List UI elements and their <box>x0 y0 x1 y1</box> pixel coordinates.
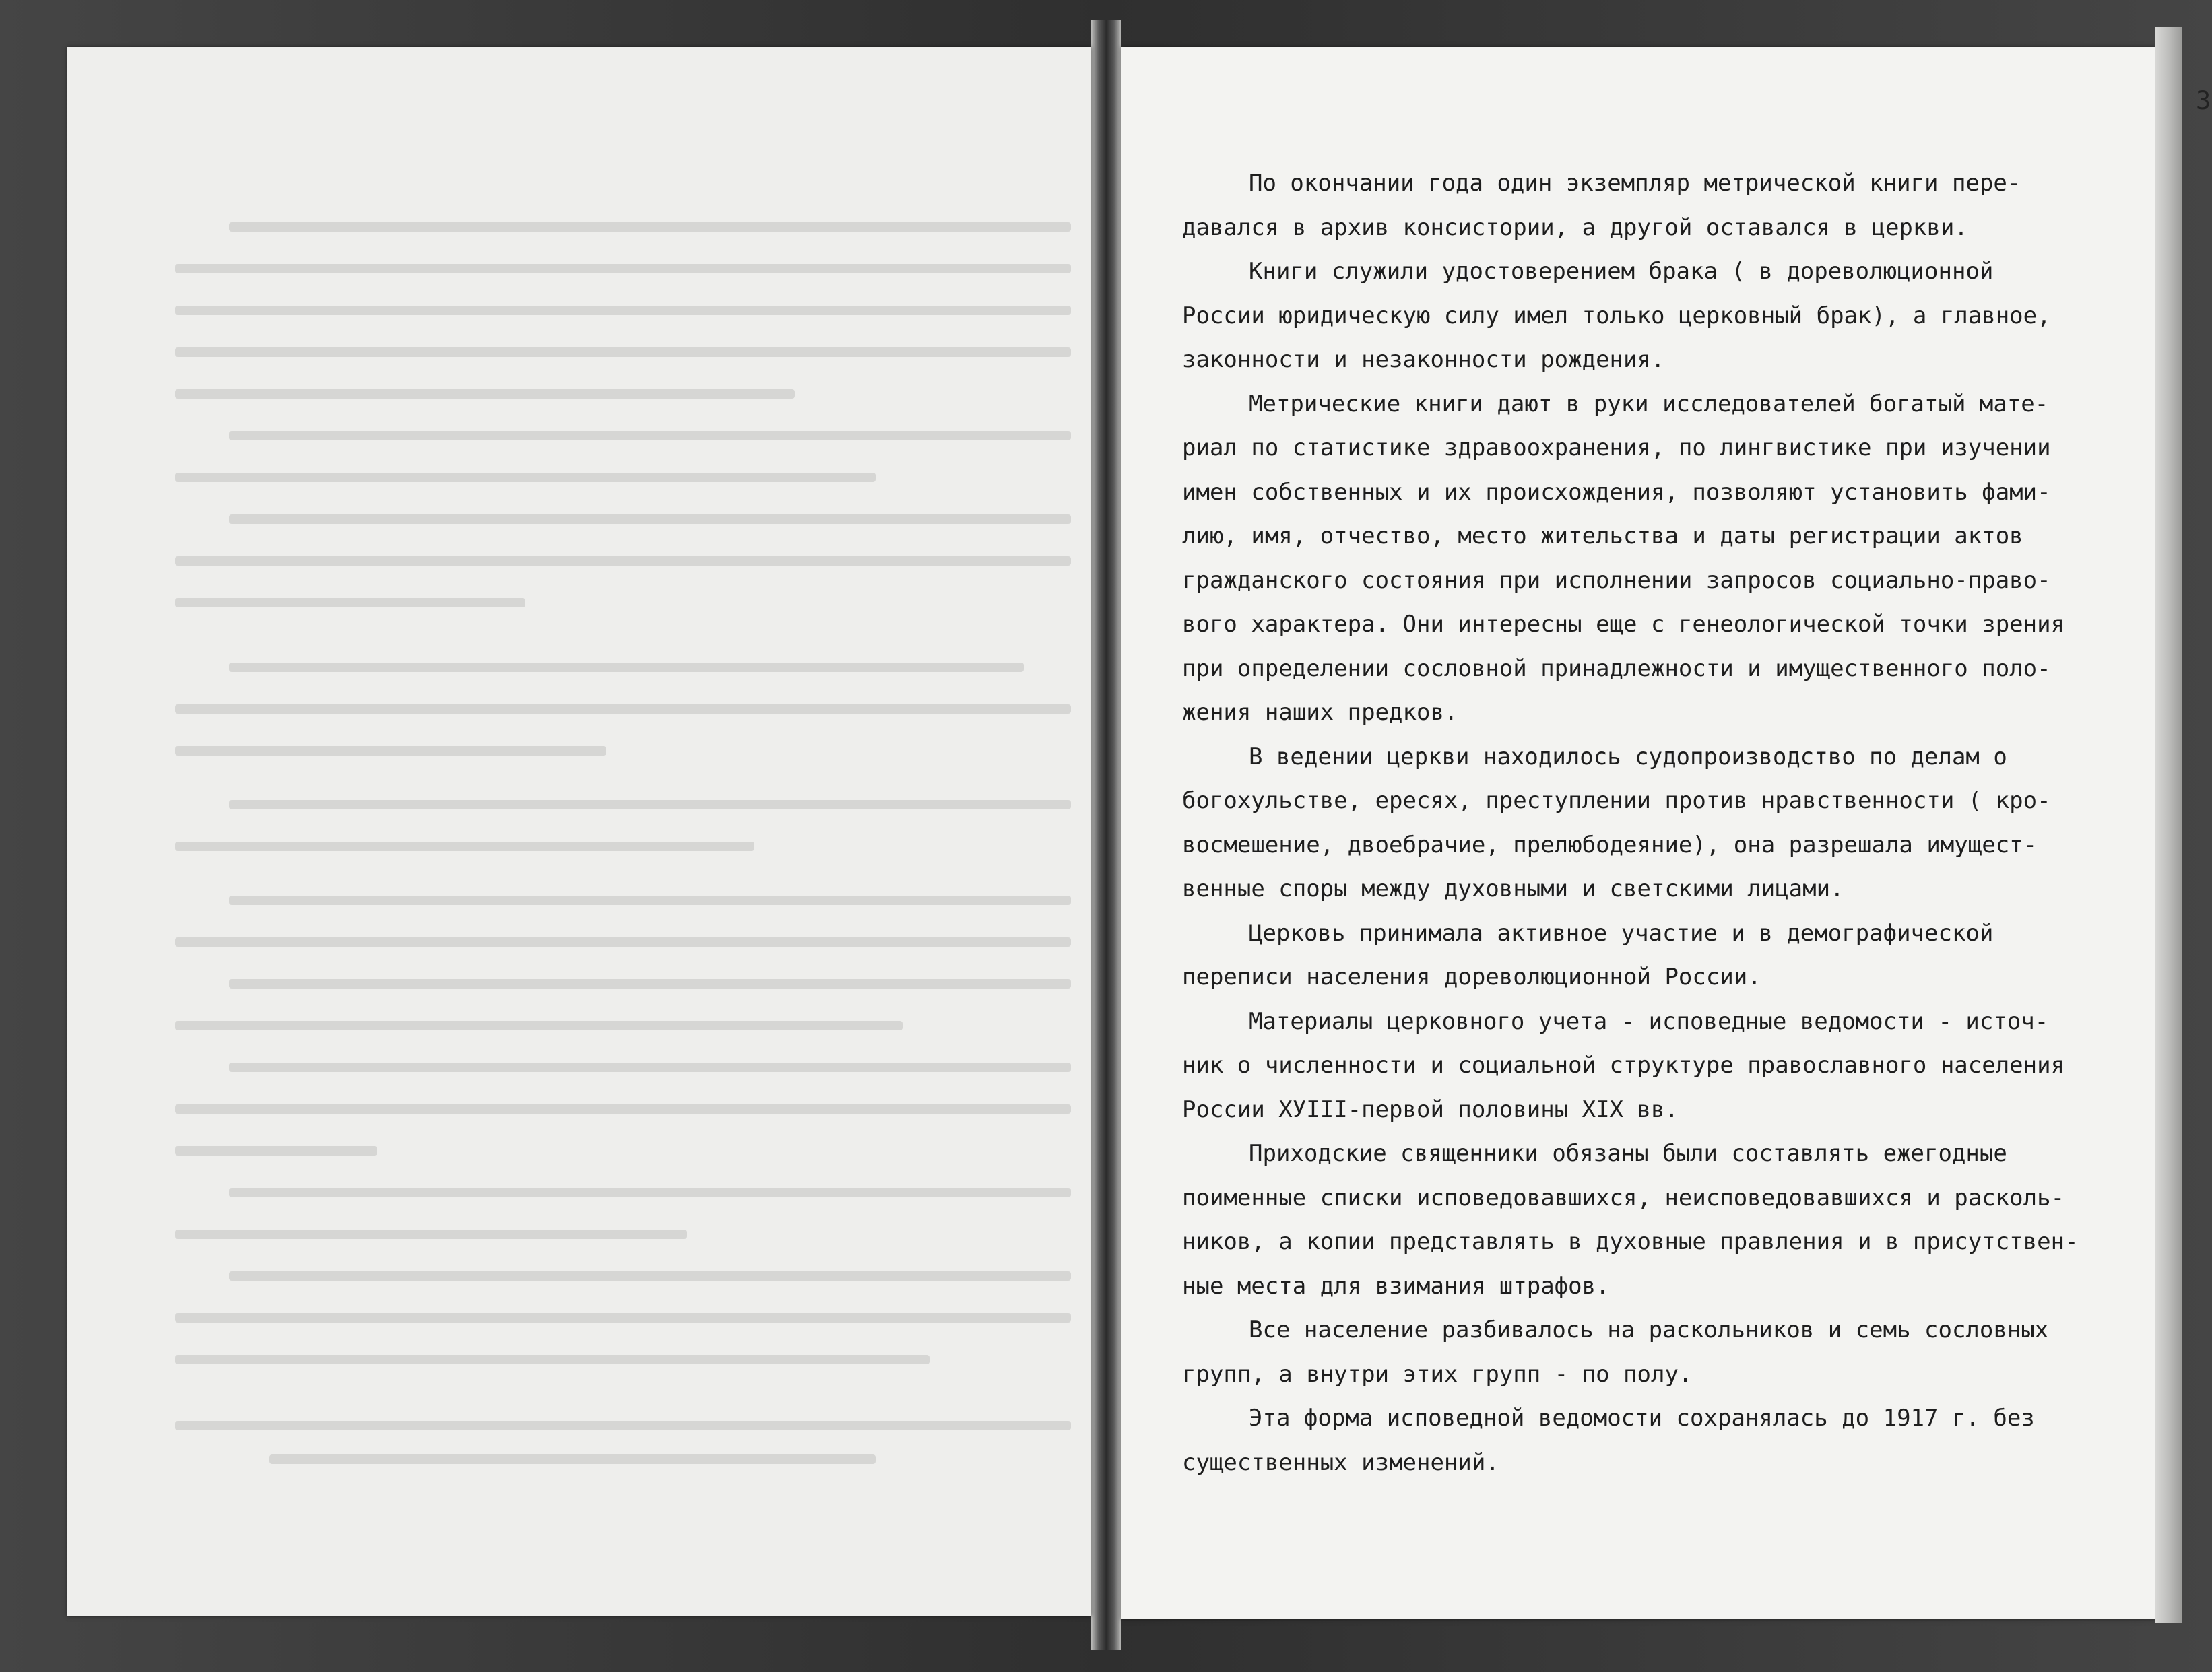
text-line: Приходские священники обязаны были составлять ежегодные <box>1249 1140 2007 1167</box>
text-line: ные места для взимания штрафов. <box>1182 1272 1610 1300</box>
text-line: законности и незаконности рождения. <box>1182 346 1665 373</box>
paragraph-5 <box>1182 912 2125 1000</box>
text-line: при определении сословной принадлежности и имущественного поло- <box>1182 655 2051 682</box>
text-line: Материалы церковного учета - исповедные ведомости - источ- <box>1249 1007 2049 1035</box>
paragraph-2 <box>1182 250 2125 382</box>
text-line: риал по статистике здравоохранения, по лингвистике при изучении <box>1182 434 2051 461</box>
paragraph-3 <box>1182 382 2125 735</box>
text-line: лию, имя, отчество, место жительства и даты регистрации актов <box>1182 523 2023 549</box>
text-line: имен собственных и их происхождения, позволяют установить фами- <box>1182 478 2051 506</box>
text-line: ник о численности и социальной структуре православного населения <box>1182 1052 2065 1079</box>
text-line: По окончании года один экземпляр метрической книги пере- <box>1249 170 2021 197</box>
text-line: вого характера. Они интересны еще с генеологической точки зрения <box>1182 611 2065 638</box>
text-line: Эта форма исповедной ведомости сохранялась до 1917 г. без <box>1249 1405 2035 1432</box>
typed-text-body <box>1182 162 2125 1485</box>
left-page <box>67 47 1091 1616</box>
text-line: России юридическую силу имел только церковный брак), а главное, <box>1182 302 2051 329</box>
text-line: Все население разбивалось на раскольников и семь сословных <box>1249 1316 2049 1343</box>
text-line: давался в архив консистории, а другой оставался в церкви. <box>1182 213 1968 241</box>
text-line: России ХУIII-первой половины XIX вв. <box>1182 1096 1679 1123</box>
text-line: восмешение, двоебрачие, прелюбодеяние), она разрешала имущест- <box>1182 831 2038 859</box>
text-line: групп, а внутри этих групп - по полу. <box>1182 1360 1693 1388</box>
text-line: гражданского состояния при исполнении запросов социально-право- <box>1182 566 2051 594</box>
page-number: 3 <box>2196 86 2211 115</box>
page-stack-edge <box>2155 27 2182 1623</box>
text-line: Метрические книги дают в руки исследователей богатый мате- <box>1249 390 2049 417</box>
text-line: существенных изменений. <box>1182 1448 1499 1476</box>
book-gutter <box>1091 20 1121 1650</box>
text-line: ников, а копии представлять в духовные правления и в присутствен- <box>1182 1228 2079 1255</box>
text-line: переписи населения дореволюционной России. <box>1182 964 1761 991</box>
text-line: Книги служили удостоверением брака ( в дореволюционной <box>1249 258 1994 285</box>
paragraph-4 <box>1182 735 2125 912</box>
paragraph-9 <box>1182 1397 2125 1485</box>
right-page <box>1121 47 2211 1619</box>
paragraph-1 <box>1182 162 2125 250</box>
paragraph-6 <box>1182 1000 2125 1133</box>
text-line: поименные списки исповедовавшихся, неисповедовавшихся и расколь- <box>1182 1184 2065 1211</box>
bleed-through-text <box>148 162 1078 1508</box>
text-line: жения наших предков. <box>1182 699 1458 726</box>
text-line: В ведении церкви находилось судопроизводство по делам о <box>1249 743 2007 770</box>
paragraph-8 <box>1182 1308 2125 1397</box>
paragraph-7 <box>1182 1132 2125 1308</box>
text-line: Церковь принимала активное участие и в демографической <box>1249 919 1994 947</box>
text-line: богохульстве, ересях, преступлении против нравственности ( кро- <box>1182 787 2051 814</box>
text-line: венные споры между духовными и светскими лицами. <box>1182 875 1844 902</box>
